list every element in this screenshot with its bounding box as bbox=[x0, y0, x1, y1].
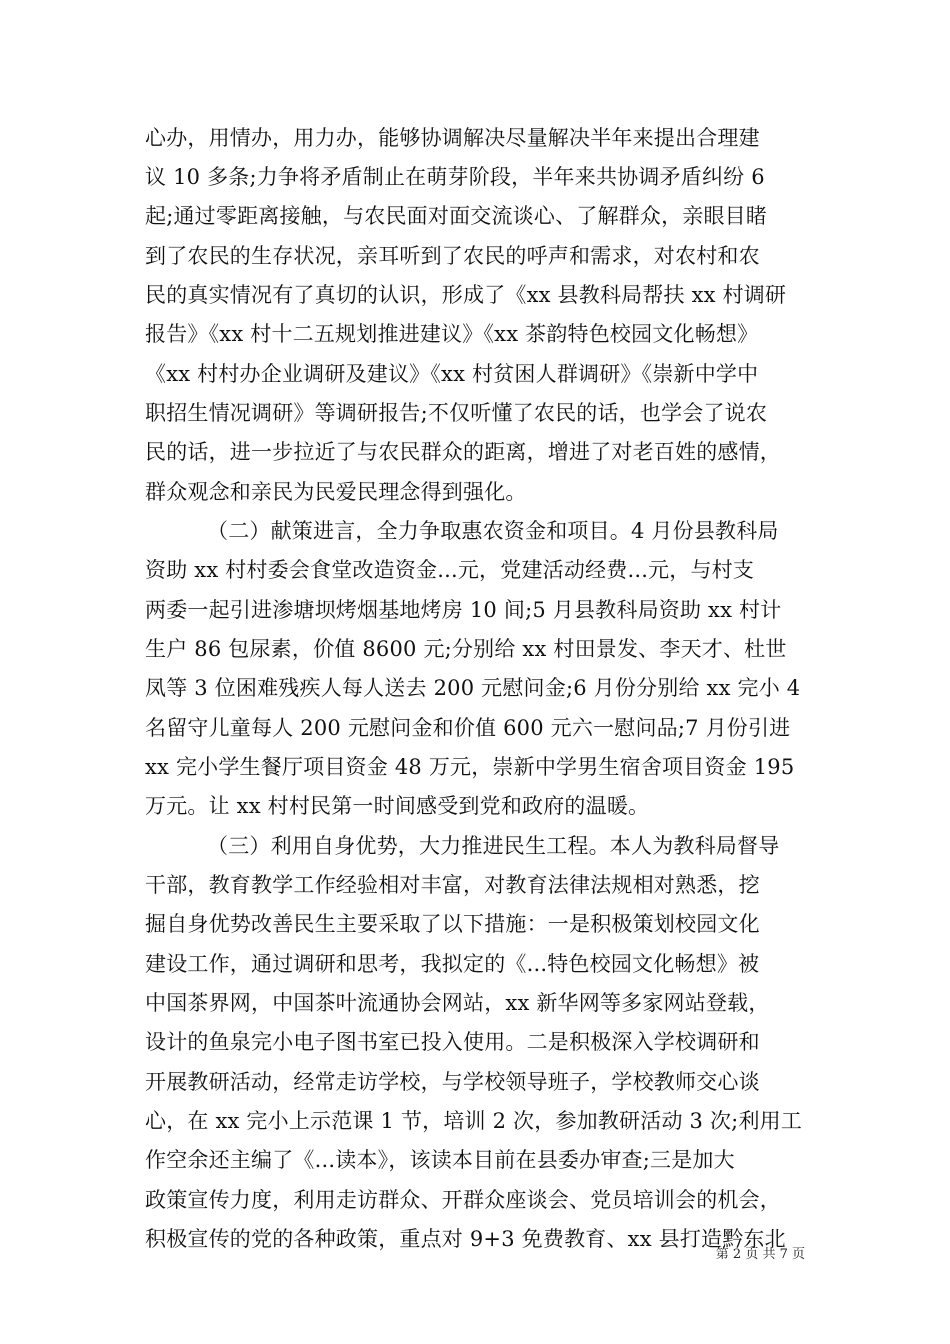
text-line: 到了农民的生存状况，亲耳听到了农民的呼声和需求，对农村和农 bbox=[145, 244, 760, 268]
text-line: 凤等 3 位困难残疾人每人送去 200 元慰问金;6 月份分别给 xx 完小 4 bbox=[145, 676, 801, 700]
text-line: 职招生情况调研》等调研报告;不仅听懂了农民的话，也学会了说农 bbox=[145, 401, 768, 425]
text-line: xx 完小学生餐厅项目资金 48 万元，崇新中学男生宿舍项目资金 195 bbox=[145, 755, 795, 779]
text-line: 心，在 xx 完小上示范课 1 节，培训 2 次，参加教研活动 3 次;利用工 bbox=[145, 1109, 803, 1133]
text-line: 议 10 多条;力争将矛盾制止在萌芽阶段，半年来共协调矛盾纠纷 6 bbox=[145, 165, 765, 189]
text-line: 作空余还主编了《...读本》，该读本目前在县委办审查;三是加大 bbox=[145, 1148, 735, 1172]
text-line: 生户 86 包尿素，价值 8600 元;分别给 xx 村田景发、李天才、杜世 bbox=[145, 637, 787, 661]
text-line: 民的话，进一步拉近了与农民群众的距离，增进了对老百姓的感情， bbox=[145, 440, 781, 464]
paragraph-heading-3: （三）利用自身优势，大力推进民生工程。本人为教科局督导 bbox=[207, 834, 780, 858]
text-line: 建设工作，通过调研和思考，我拟定的《...特色校园文化畅想》被 bbox=[145, 952, 760, 976]
text-line: 开展教研活动，经常走访学校，与学校领导班子，学校教师交心谈 bbox=[145, 1070, 760, 1094]
text-line: 民的真实情况有了真切的认识，形成了《xx 县教科局帮扶 xx 村调研 bbox=[145, 283, 787, 307]
text-line: 政策宣传力度，利用走访群众、开群众座谈会、党员培训会的机会， bbox=[145, 1188, 781, 1212]
text-line: 干部，教育教学工作经验相对丰富，对教育法律法规相对熟悉，挖 bbox=[145, 873, 760, 897]
text-line: 设计的鱼泉完小电子图书室已投入使用。二是积极深入学校调研和 bbox=[145, 1030, 760, 1054]
text-line: 积极宣传的党的各种政策，重点对 9+3 免费教育、xx 县打造黔东北 bbox=[145, 1227, 786, 1251]
text-line: 《xx 村村办企业调研及建议》《xx 村贫困人群调研》《崇新中学中 bbox=[145, 362, 759, 386]
text-line: 万元。让 xx 村村民第一时间感受到党和政府的温暖。 bbox=[145, 794, 650, 818]
text-line: 资助 xx 村村委会食堂改造资金...元，党建活动经费...元，与村支 bbox=[145, 558, 755, 582]
text-line: 中国茶界网，中国茶叶流通协会网站，xx 新华网等多家网站登载， bbox=[145, 991, 770, 1015]
paragraph-heading-2: （二）献策进言，全力争取惠农资金和项目。4 月份县教科局 bbox=[207, 519, 779, 543]
text-line: 两委一起引进渗塘坝烤烟基地烤房 10 间;5 月县教科局资助 xx 村计 bbox=[145, 598, 782, 622]
text-line: 起;通过零距离接触，与农民面对面交流谈心、了解群众，亲眼目睹 bbox=[145, 204, 768, 228]
text-line: 名留守儿童每人 200 元慰问金和价值 600 元六一慰问品;7 月份引进 bbox=[145, 716, 791, 740]
text-line: 报告》《xx 村十二五规划推进建议》《xx 茶韵特色校园文化畅想》 bbox=[145, 322, 759, 346]
page-number-footer: 第 2 页 共 7 页 bbox=[715, 1247, 805, 1262]
text-line: 群众观念和亲民为民爱民理念得到强化。 bbox=[145, 480, 527, 504]
text-line: 心办，用情办，用力办，能够协调解决尽量解决半年来提出合理建 bbox=[145, 126, 760, 150]
text-line: 掘自身优势改善民生主要采取了以下措施：一是积极策划校园文化 bbox=[145, 912, 760, 936]
